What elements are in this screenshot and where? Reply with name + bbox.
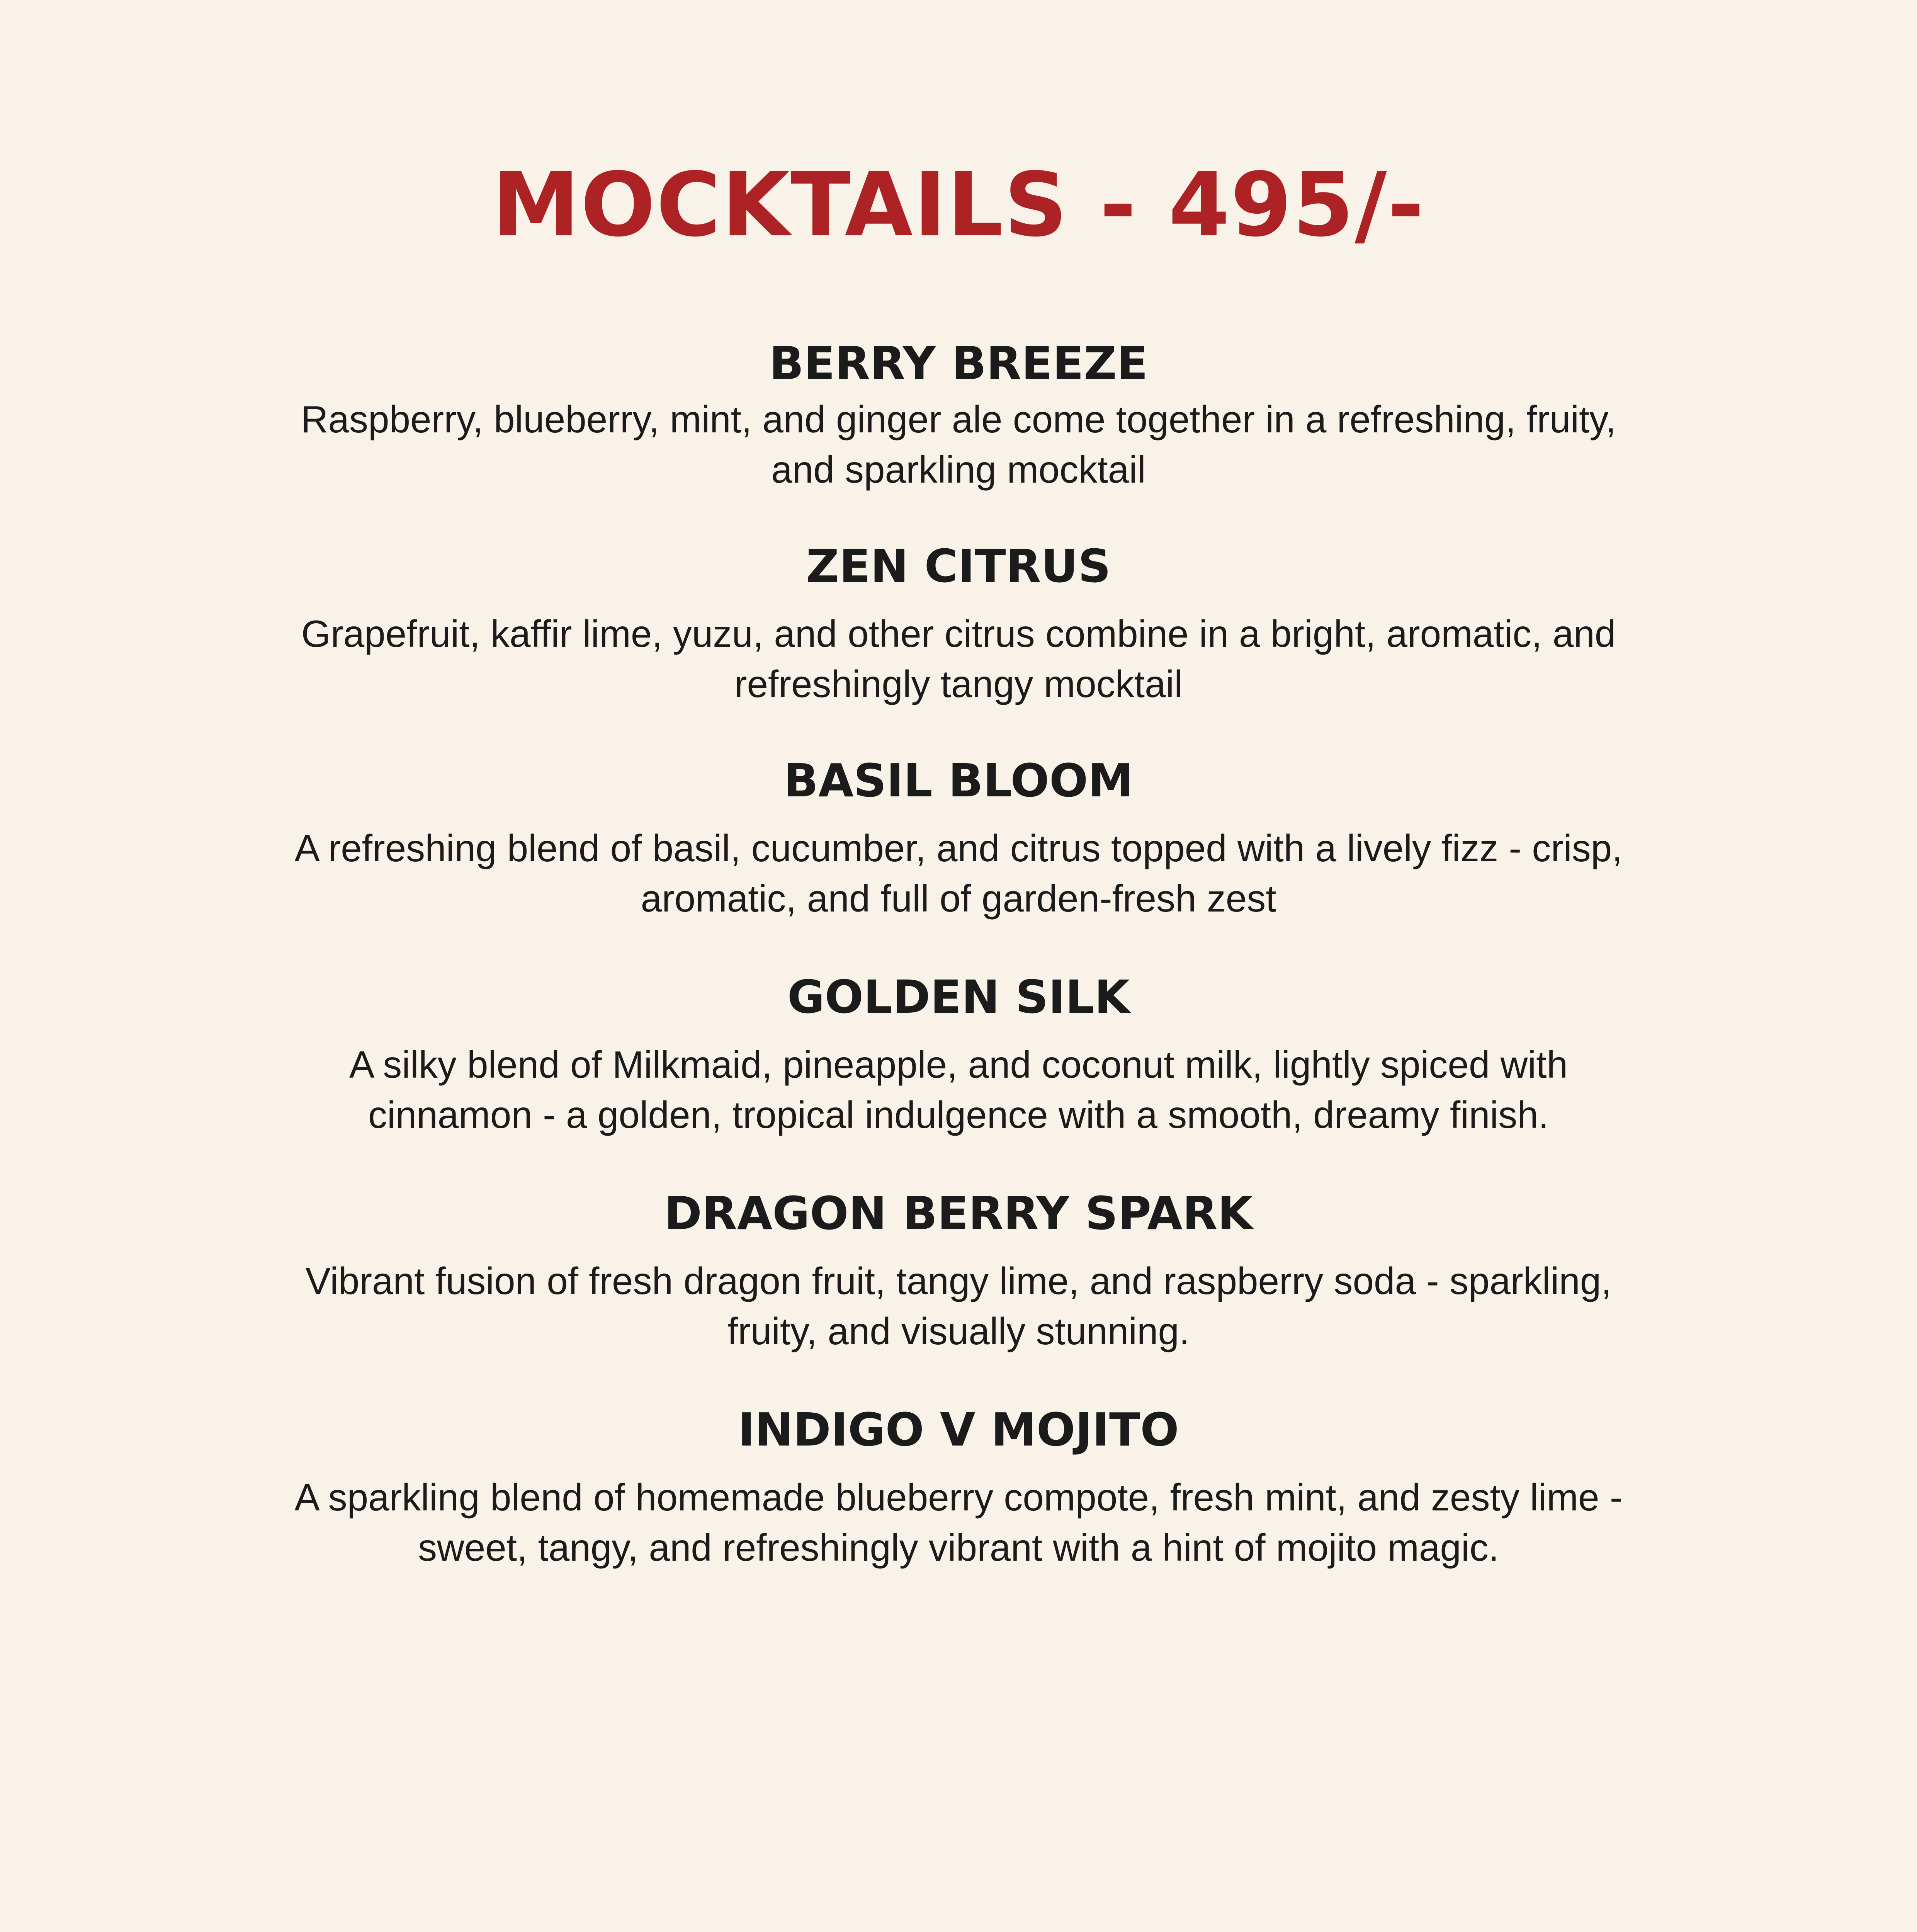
menu-item bbox=[294, 535, 1623, 709]
page-title: MOCKTAILS - 495/- bbox=[492, 153, 1425, 256]
menu-item-name: GOLDEN SILK bbox=[787, 970, 1130, 1024]
menu-item-name: DRAGON BERRY SPARK bbox=[664, 1187, 1253, 1240]
menu-item-name: INDIGO V MOJITO bbox=[738, 1403, 1179, 1456]
menu-item bbox=[294, 750, 1623, 923]
menu-item-description: A refreshing blend of basil, cucumber, and citrus topped with a lively fizz - crisp, aromatic, and full of garden-fresh zest bbox=[294, 827, 1623, 920]
menu-item bbox=[294, 966, 1623, 1140]
menu-item-name: ZEN CITRUS bbox=[806, 539, 1111, 593]
menu-item bbox=[294, 1182, 1623, 1356]
menu-item-description: A silky blend of Milkmaid, pineapple, and coconut milk, lightly spiced with cinnamon - a golden, tropical indulgence with a smooth, dreamy finish. bbox=[349, 1043, 1568, 1136]
menu-item-description: A sparkling blend of homemade blueberry compote, fresh mint, and zesty lime - sweet, tangy, and refreshingly vibrant with a hint of mojito magic. bbox=[294, 1476, 1623, 1569]
menu-item-name: BASIL BLOOM bbox=[783, 754, 1134, 807]
menu-item-name: BERRY BREEZE bbox=[769, 337, 1148, 390]
menu-item-description: Raspberry, blueberry, mint, and ginger ale come together in a refreshing, fruity, and sparkling mocktail bbox=[301, 398, 1616, 491]
menu-item bbox=[294, 1399, 1623, 1573]
menu-item-description: Vibrant fusion of fresh dragon fruit, tangy lime, and raspberry soda - sparkling, fruity, and visually stunning. bbox=[305, 1260, 1612, 1352]
menu-item-description: Grapefruit, kaffir lime, yuzu, and other citrus combine in a bright, aromatic, and refreshingly tangy mocktail bbox=[301, 612, 1616, 705]
menu-item bbox=[294, 332, 1623, 495]
